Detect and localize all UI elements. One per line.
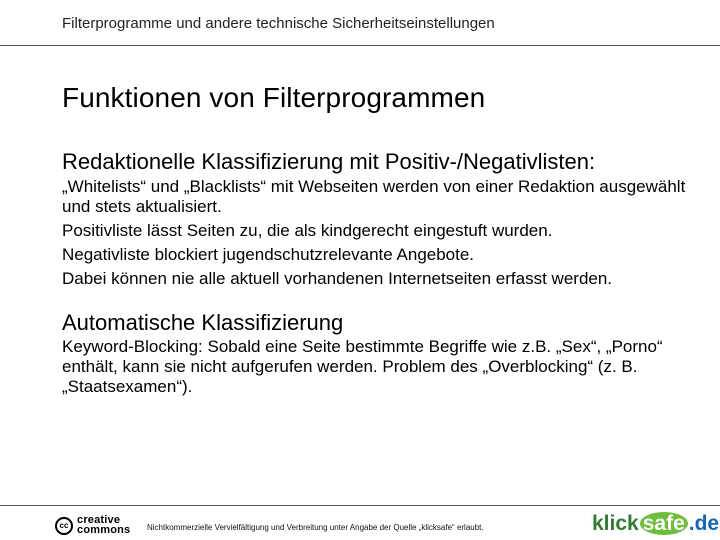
klicksafe-logo — [592, 511, 719, 537]
logo-de: .de — [688, 512, 720, 535]
paragraph-keyword-blocking: Keyword-Blocking: Sobald eine Seite bestimmte Begriffe wie z.B. „Sex“, „Porno“ enthält, kann sie nicht aufgerufen werden. Problem des „Overblocking“ (z. B. „Staatsexamen“). — [62, 337, 663, 396]
logo-safe: safe — [640, 512, 688, 535]
cc-wordmark — [77, 515, 130, 535]
license-note: Nichtkommerzielle Vervielfältigung und Verbreitung unter Angabe der Quelle „klicksafe“ erlaubt. — [147, 523, 484, 532]
section-heading-redaktionell: Redaktionelle Klassifizierung mit Positiv-/Negativlisten: — [62, 149, 596, 174]
header-title: Filterprogramme und andere technische Sicherheitseinstellungen — [62, 15, 495, 32]
footer-divider — [0, 505, 720, 506]
paragraph-negativliste: Negativliste blockiert jugendschutzrelevante Angebote. — [62, 245, 475, 264]
section-heading-automatisch: Automatische Klassifizierung — [62, 310, 344, 335]
cc-icon: cc — [55, 517, 73, 535]
paragraph-limitation: Dabei können nie alle aktuell vorhandenen Internetseiten erfasst werden. — [62, 269, 613, 288]
page-title: Funktionen von Filterprogrammen — [62, 82, 486, 113]
paragraph-whitelists: „Whitelists“ und „Blacklists“ mit Webseiten werden von einer Redaktion ausgewählt und stets aktualisiert. — [62, 177, 686, 216]
header-divider — [0, 45, 720, 46]
cc-wordmark-line2: commons — [77, 524, 131, 536]
cc-wordmark-line1: creative — [77, 514, 121, 526]
creative-commons-logo — [55, 515, 145, 537]
section-body-redaktionell — [62, 177, 702, 289]
section-body-automatisch — [62, 337, 702, 397]
paragraph-positivliste: Positivliste lässt Seiten zu, die als kindgerecht eingestuft wurden. — [62, 221, 553, 240]
logo-klick: klick — [592, 512, 639, 535]
